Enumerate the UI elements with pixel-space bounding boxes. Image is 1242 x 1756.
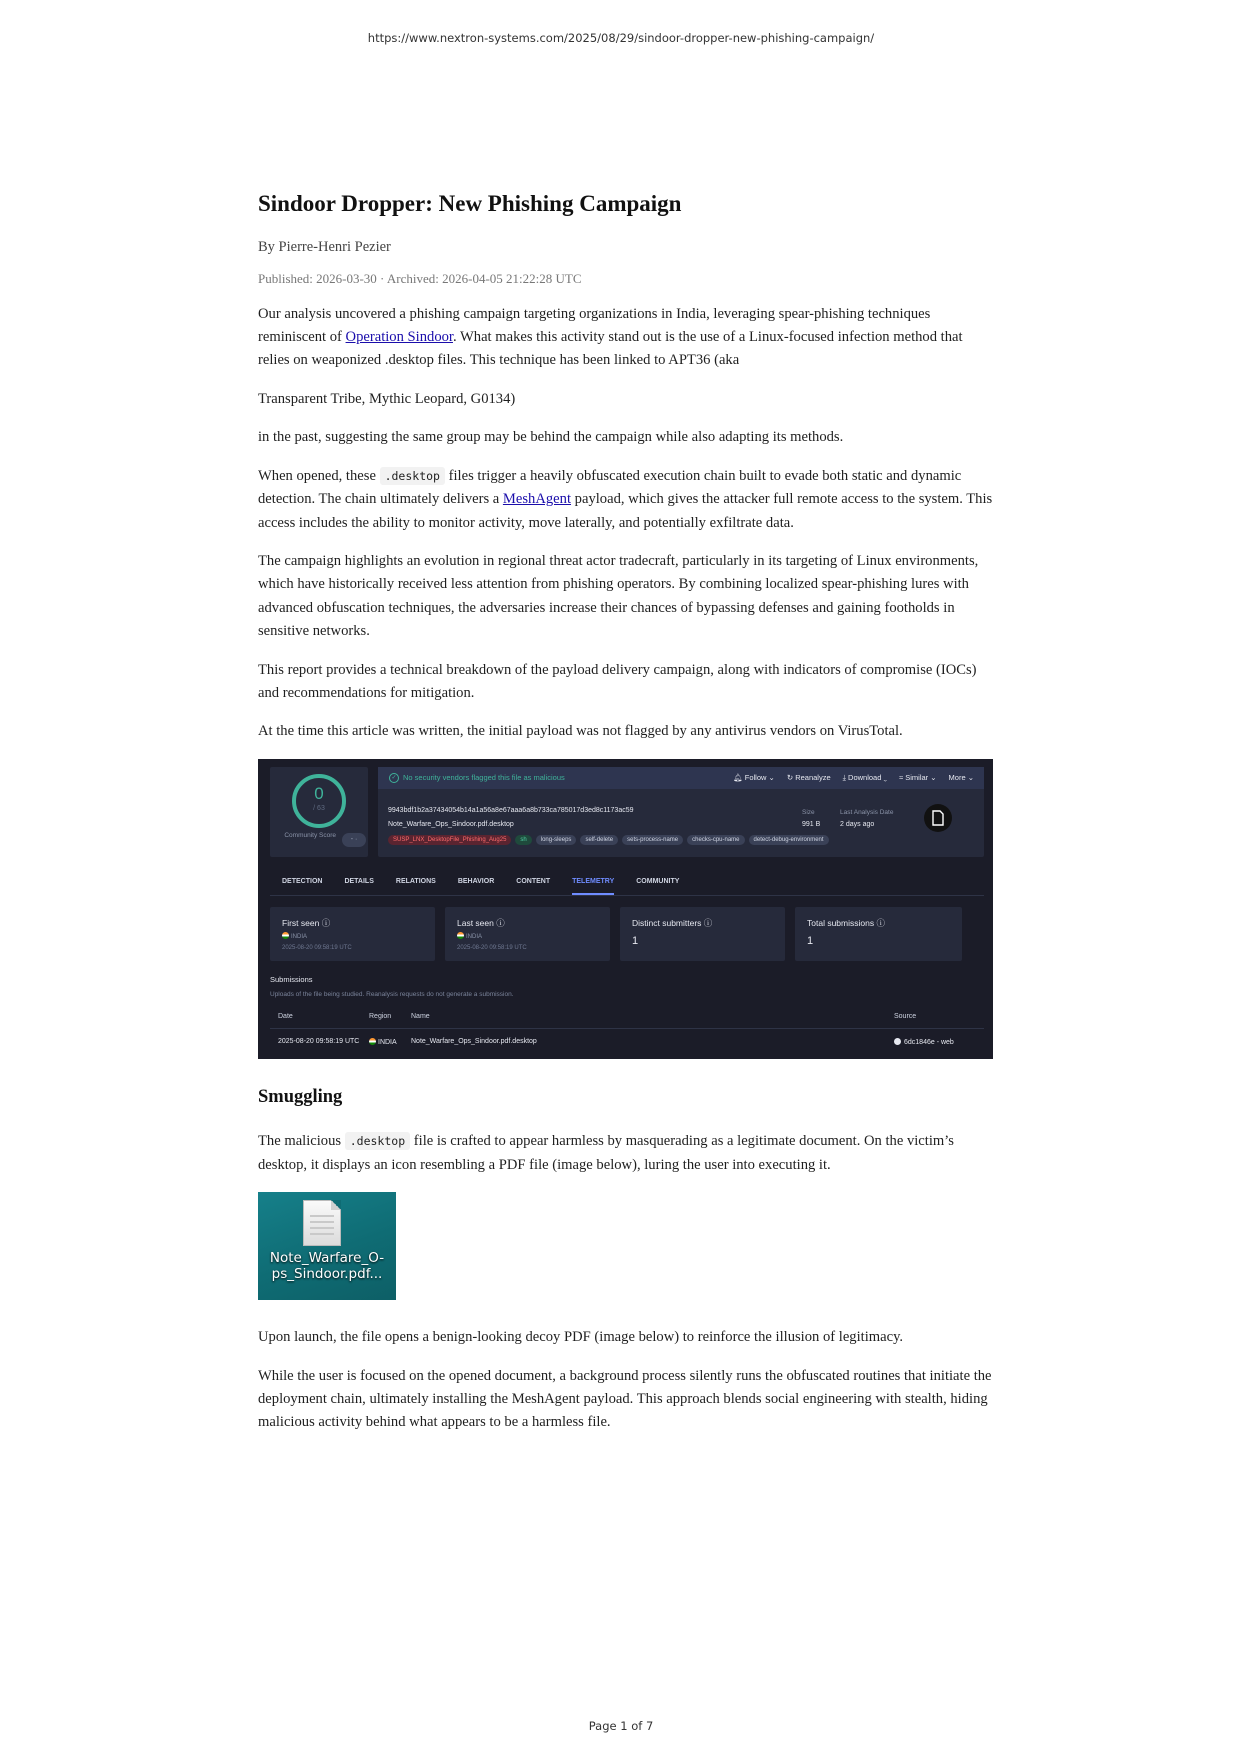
text-run: . What makes this activity stand out is the use of a Linux-focused infection method that relies on weaponized .desktop files. This technique has been linked to APT36 (aka xyxy=(258,328,963,368)
text-run: The malicious xyxy=(258,1133,345,1150)
desktop-icon-label: Note_Warfare_O-ps_Sindoor.pdf... xyxy=(269,1250,385,1283)
paragraph-execution xyxy=(258,465,993,535)
verdict-bar xyxy=(378,767,984,789)
row-date: 2025-08-20 09:58:19 UTC xyxy=(278,1038,360,1046)
india-flag-icon xyxy=(282,932,289,939)
file-type-icon xyxy=(924,804,952,832)
inline-code: .desktop xyxy=(345,1132,410,1150)
region-text: INDIA xyxy=(466,934,483,941)
distinct-submitters-value: 1 xyxy=(632,935,639,948)
india-flag-icon xyxy=(457,932,464,939)
file-summary-card xyxy=(378,767,984,857)
row-name: Note_Warfare_Ops_Sindoor.pdf.desktop xyxy=(411,1038,537,1046)
first-seen-label: First seen ⓘ xyxy=(282,918,331,929)
region-text: INDIA xyxy=(291,934,308,941)
doc-line xyxy=(310,1227,334,1229)
tag: SUSP_LNX_DesktopFile_Phishing_Aug25 xyxy=(388,835,511,845)
total-submissions-value: 1 xyxy=(807,935,814,948)
text-run: files trigger a heavily obfuscated execution chain built to evade both static and dynamic detection. The chain ultimately delivers a xyxy=(258,468,962,508)
community-score-value: - · xyxy=(342,833,366,847)
score-ring xyxy=(292,774,346,828)
more-label: More xyxy=(948,773,966,783)
last-seen-date: 2025-08-20 09:58:19 UTC xyxy=(457,945,527,952)
submissions-title: Submissions xyxy=(270,975,313,985)
tab-content: CONTENT xyxy=(516,878,551,886)
last-seen-label: Last seen ⓘ xyxy=(457,918,505,929)
source-text: 6dc1846e - web xyxy=(904,1039,954,1047)
first-seen-card xyxy=(270,907,435,961)
tag: detect-debug-environment xyxy=(749,835,829,845)
similar-button: ≈ Similar ⌄ xyxy=(899,773,937,783)
text-run: When opened, these xyxy=(258,468,380,485)
total-submissions-card xyxy=(795,907,962,961)
text-run: file is crafted to appear harmless by masquerading as a legitimate document. On the victim’s desktop, it displays an icon resembling a PDF file (image below), luring the user into executing it. xyxy=(258,1133,954,1173)
tag: checks-cpu-name xyxy=(687,835,744,845)
total-submissions-label: Total submissions ⓘ xyxy=(807,918,885,929)
first-seen-title: First seen xyxy=(282,918,320,929)
total-title: Total submissions xyxy=(807,918,875,929)
globe-icon xyxy=(894,1038,901,1045)
tab-divider xyxy=(270,895,984,896)
submissions-description: Uploads of the file being studied. Reanalysis requests do not generate a submission. xyxy=(270,991,514,999)
last-analysis-value: 2 days ago xyxy=(840,821,875,829)
article-byline: By Pierre-Henri Pezier xyxy=(258,238,391,255)
paragraph-masquerade xyxy=(258,1130,993,1176)
detection-score: 0 xyxy=(314,784,324,804)
detection-score-card xyxy=(270,767,368,857)
paragraph-report: This report provides a technical breakdown of the payload delivery campaign, along with indicators of compromise (IOCs) and recommendations for mitigation. xyxy=(258,661,977,701)
follow-button: 🔔︎ Follow ⌄ xyxy=(733,773,775,783)
tab-relations: RELATIONS xyxy=(395,878,436,886)
tag-list xyxy=(388,835,829,845)
similar-label: Similar xyxy=(905,773,929,783)
paragraph-decoy: Upon launch, the file opens a benign-looking decoy PDF (image below) to reinforce the illusion of legitimacy. xyxy=(258,1329,904,1346)
file-hash: 9943bdf1b2a37434054b14a1a56a8e67aaa6a8b733ca785017d3ed8c1173ac59 xyxy=(388,807,634,815)
section-heading-smuggling: Smuggling xyxy=(258,1087,343,1108)
doc-line xyxy=(310,1221,334,1223)
more-button: More ⌄ xyxy=(948,773,974,783)
page-number: Page 1 of 7 xyxy=(588,1719,654,1733)
tag: sh xyxy=(515,835,531,845)
meshagent-link[interactable]: MeshAgent xyxy=(502,491,572,508)
doc-line xyxy=(310,1233,334,1235)
tab-telemetry: TELEMETRY xyxy=(572,878,614,895)
india-flag-icon xyxy=(369,1038,376,1045)
distinct-submitters-card xyxy=(620,907,785,961)
column-source: Source xyxy=(894,1013,917,1021)
doc-line xyxy=(310,1215,334,1217)
tab-detection: DETECTION xyxy=(282,878,323,886)
desktop-icon-screenshot xyxy=(258,1192,396,1300)
first-seen-date: 2025-08-20 09:58:19 UTC xyxy=(282,945,352,952)
file-name: Note_Warfare_Ops_Sindoor.pdf.desktop xyxy=(388,821,514,829)
tag: self-delete xyxy=(580,835,618,845)
last-seen-region xyxy=(457,932,482,940)
community-score-label: Community Score xyxy=(284,832,336,840)
follow-label: Follow xyxy=(744,773,767,783)
column-date: Date xyxy=(278,1013,293,1021)
article xyxy=(258,190,993,1450)
region-text: INDIA xyxy=(378,1039,397,1047)
article-meta: Published: 2026-03-30 · Archived: 2026-04-05 21:22:28 UTC xyxy=(258,270,582,286)
virustotal-screenshot xyxy=(258,759,993,1059)
document-icon xyxy=(303,1200,341,1246)
paragraph-aliases: Transparent Tribe, Mythic Leopard, G0134) xyxy=(258,390,516,407)
article-title: Sindoor Dropper: New Phishing Campaign xyxy=(258,191,682,216)
paragraph-virustotal: At the time this article was written, the initial payload was not flagged by any antivirus vendors on VirusTotal. xyxy=(258,723,903,740)
reanalyze-button: ↻ Reanalyze xyxy=(786,773,831,783)
distinct-submitters-label: Distinct submitters ⓘ xyxy=(632,918,713,929)
first-seen-region xyxy=(282,932,307,940)
paragraph-intro xyxy=(258,303,993,373)
size-label: Size xyxy=(802,809,815,817)
column-name: Name xyxy=(411,1013,430,1021)
download-label: Download xyxy=(848,773,882,783)
download-button: ⤓ Download ⌄ xyxy=(842,773,888,783)
last-seen-title: Last seen xyxy=(457,918,494,929)
detection-total: / 63 xyxy=(313,805,325,813)
paragraph-evolution: The campaign highlights an evolution in regional threat actor tradecraft, particularly in its targeting of Linux environments, which have historically received less attention from phishing operators. By combining localized spear-phishing lures with advanced obfuscation techniques, the adversaries increase their chances of bypassing defenses and gaining footholds in sensitive networks. xyxy=(258,553,979,639)
text-run: payload, which gives the attacker full remote access to the system. This access includes the ability to monitor activity, move laterally, and potentially exfiltrate data. xyxy=(258,491,993,531)
operation-sindoor-link[interactable]: Operation Sindoor xyxy=(345,328,453,345)
reanalyze-label: Reanalyze xyxy=(795,773,831,783)
page-url: https://www.nextron-systems.com/2025/08/29/sindoor-dropper-new-phishing-campaign/ xyxy=(367,31,875,45)
row-region xyxy=(369,1038,397,1046)
tab-behavior: BEHAVIOR xyxy=(457,878,495,886)
last-analysis-label: Last Analysis Date xyxy=(840,809,894,817)
table-divider xyxy=(270,1028,984,1029)
distinct-title: Distinct submitters xyxy=(632,918,702,929)
tab-community: COMMUNITY xyxy=(636,878,680,886)
paragraph-past: in the past, suggesting the same group may be behind the campaign while also adapting its methods. xyxy=(258,429,844,446)
size-value: 991 B xyxy=(802,821,821,829)
verdict-banner: No security vendors flagged this file as malicious xyxy=(403,773,565,783)
action-bar xyxy=(733,773,974,783)
paragraph-background: While the user is focused on the opened document, a background process silently runs the obfuscated routines that initiate the deployment chain, ultimately installing the MeshAgent payload. This approach blends social engineering with stealth, hiding malicious activity behind what appears to be a harmless file. xyxy=(258,1367,992,1431)
tag: sets-process-name xyxy=(622,835,683,845)
check-circle-icon: ✓ xyxy=(389,773,399,783)
row-source xyxy=(894,1038,954,1046)
report-tabs xyxy=(282,878,679,895)
last-seen-card xyxy=(445,907,610,961)
column-region: Region xyxy=(369,1013,392,1021)
tag: long-sleeps xyxy=(536,835,577,845)
tab-details: DETAILS xyxy=(344,878,374,886)
inline-code: .desktop xyxy=(380,467,445,485)
text-run: Our analysis uncovered a phishing campaign targeting organizations in India, leveraging spear-phishing techniques reminiscent of xyxy=(258,305,931,345)
